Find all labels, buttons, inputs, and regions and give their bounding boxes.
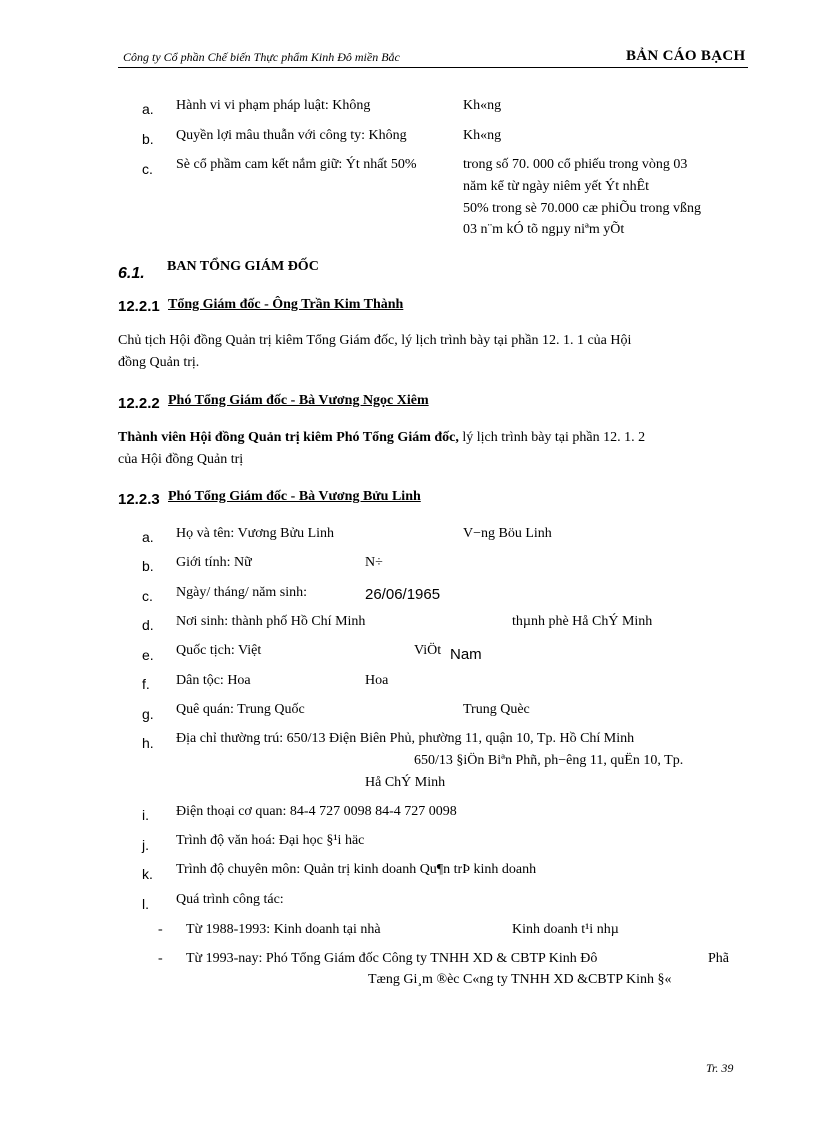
section-number: 6.1. xyxy=(118,265,145,282)
work-continuation: Tæng Gi¸m ®èc C«ng ty TNHH XD &CBTP Kinh §« xyxy=(368,972,672,987)
item-garbled: trong số 70. 000 cổ phiếu trong vòng 03 xyxy=(463,157,688,172)
detail-label: k. xyxy=(142,866,153,882)
detail-label: e. xyxy=(142,647,154,663)
item-label: c. xyxy=(142,161,153,177)
paragraph-line xyxy=(118,430,645,446)
detail-text: Quá trình công tác: xyxy=(176,892,284,907)
birth-date-value: 26/06/1965 xyxy=(365,586,441,603)
detail-text: Ngày/ tháng/ năm sinh: xyxy=(176,585,308,600)
item-text: Quyền lợi mâu thuẫn với công ty: Không xyxy=(176,128,407,143)
detail-text: Điện thoại cơ quan: 84-4 727 0098 84-4 727 0098 xyxy=(176,804,457,819)
detail-label: d. xyxy=(142,617,154,633)
work-garbled: Kinh doanh t¹i nhµ xyxy=(512,922,619,937)
paragraph-line: Chủ tịch Hội đồng Quản trị kiêm Tổng Giám đốc, lý lịch trình bày tại phần 12. 1. 1 của Hội xyxy=(118,333,632,348)
subsection-title: Phó Tổng Giám đốc - Bà Vương Ngọc Xiêm xyxy=(168,393,429,408)
work-text: Từ 1993-nay: Phó Tổng Giám đốc Công ty TNHH XD & CBTP Kinh Đô xyxy=(186,951,598,966)
detail-label: f. xyxy=(142,676,150,692)
header-company: Công ty Cổ phần Chế biến Thực phẩm Kinh Đô miền Bắc xyxy=(123,50,400,64)
item-garbled: Kh«ng xyxy=(463,128,502,143)
item-continuation: năm kể từ ngày niêm yết Ýt nhÊt xyxy=(463,179,650,194)
item-label: a. xyxy=(142,101,154,117)
work-bullet: - xyxy=(158,951,163,966)
detail-garbled: Trung Quèc xyxy=(463,702,530,717)
header-doc-title: BẢN CÁO BẠCH xyxy=(626,48,746,64)
item-continuation: 50% trong sè 70.000 cæ phiÕu trong vßng xyxy=(463,201,701,216)
detail-text: Nơi sinh: thành phố Hồ Chí Minh xyxy=(176,614,366,629)
detail-label: i. xyxy=(142,807,149,823)
item-continuation: 03 n¨m kÓ tõ ngµy niªm yÕt xyxy=(463,222,625,237)
subsection-title: Tổng Giám đốc - Ông Trần Kim Thành xyxy=(168,297,404,312)
item-text: Hành vi vi phạm pháp luật: Không xyxy=(176,98,371,113)
detail-label: h. xyxy=(142,735,154,751)
item-label: b. xyxy=(142,131,154,147)
detail-text: Họ và tên: Vương Bửu Linh xyxy=(176,526,335,541)
detail-text: Dân tộc: Hoa xyxy=(176,673,251,688)
detail-garbled: thµnh phè Hå ChÝ Minh xyxy=(512,614,653,629)
page-number: Tr. 39 xyxy=(706,1061,734,1075)
detail-garbled-end: Nam xyxy=(450,646,482,663)
detail-text: Địa chỉ thường trú: 650/13 Điện Biên Phủ, phường 11, quận 10, Tp. Hồ Chí Minh xyxy=(176,731,635,746)
detail-label: l. xyxy=(142,896,149,912)
detail-continuation: 650/13 §iÖn Biªn Phñ, ph−êng 11, quËn 10, Tp. xyxy=(414,753,684,768)
detail-garbled: N÷ xyxy=(365,555,383,570)
section-title: BAN TỔNG GIÁM ĐỐC xyxy=(167,259,319,274)
detail-label: b. xyxy=(142,558,154,574)
item-garbled: Kh«ng xyxy=(463,98,502,113)
detail-label: g. xyxy=(142,706,154,722)
work-text: Từ 1988-1993: Kinh doanh tại nhà xyxy=(186,922,381,937)
detail-label: j. xyxy=(142,837,149,853)
detail-text: Quê quán: Trung Quốc xyxy=(176,702,305,717)
detail-text: Quốc tịch: Việt xyxy=(176,643,262,658)
subsection-number: 12.2.3 xyxy=(118,491,160,508)
work-bullet: - xyxy=(158,922,163,937)
paragraph-line: của Hội đồng Quản trị xyxy=(118,452,244,467)
detail-text: Giới tính: Nữ xyxy=(176,555,252,570)
work-garbled: Phã xyxy=(708,951,729,966)
subsection-number: 12.2.1 xyxy=(118,298,160,315)
detail-continuation: Hå ChÝ Minh xyxy=(365,775,446,790)
detail-label: a. xyxy=(142,529,154,545)
detail-text: Trình độ văn hoá: Đại học §¹i häc xyxy=(176,833,365,848)
header-divider xyxy=(118,67,748,68)
detail-garbled: V−ng Böu Linh xyxy=(463,526,552,541)
subsection-title: Phó Tổng Giám đốc - Bà Vương Bửu Linh xyxy=(168,489,421,504)
detail-garbled: ViÖt xyxy=(414,643,442,658)
item-text: Sè cổ phầm cam kết nắm giữ: Ýt nhất 50% xyxy=(176,157,417,172)
detail-garbled: Hoa xyxy=(365,673,389,688)
paragraph-rest: lý lịch trình bày tại phần 12. 1. 2 xyxy=(458,430,646,445)
subsection-number: 12.2.2 xyxy=(118,395,160,412)
paragraph-bold: Thành viên Hội đồng Quản trị kiêm Phó Tổng Giám đốc, xyxy=(118,430,459,445)
detail-label: c. xyxy=(142,588,153,604)
paragraph-line: đồng Quản trị. xyxy=(118,355,200,370)
detail-text: Trình độ chuyên môn: Quản trị kinh doanh Qu¶n trÞ kinh doanh xyxy=(176,862,537,877)
